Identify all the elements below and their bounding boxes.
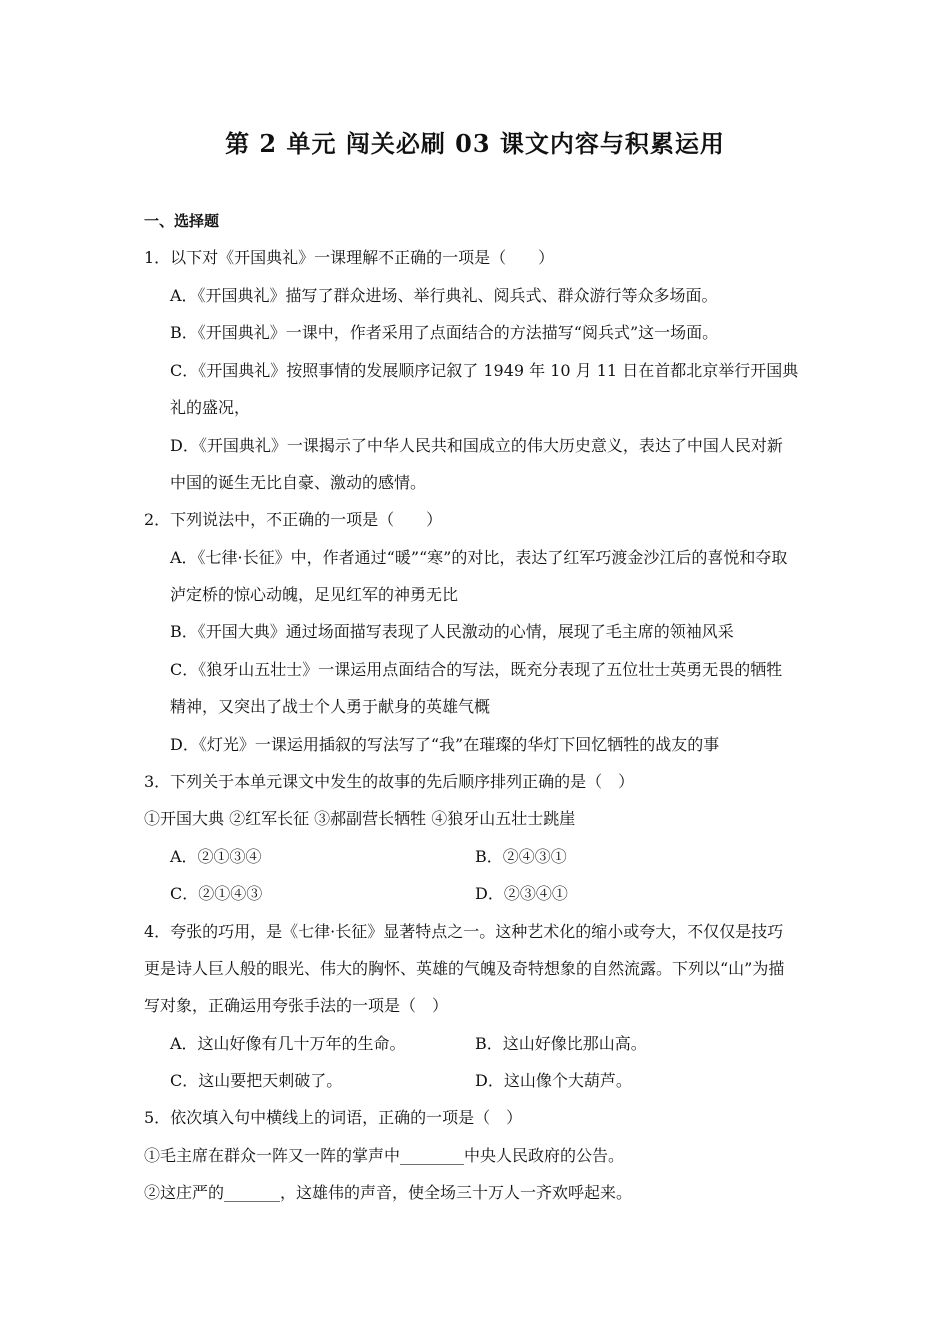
question-4-option-c: C．这山要把天刺破了。 — [170, 1071, 343, 1090]
question-1-option-d: D．《开国典礼》一课揭示了中华人民共和国成立的伟大历史意义，表达了中国人民对新 — [170, 436, 783, 455]
question-2-option-b: B．《开国大典》通过场面描写表现了人民激动的心情，展现了毛主席的领袖风采 — [170, 622, 734, 641]
question-2-option-c: C．《狼牙山五壮士》一课运用点面结合的写法，既充分表现了五位壮士英勇无畏的牺牲 — [170, 660, 783, 679]
question-2-option-a: A．《七律·长征》中，作者通过“暖”“寒”的对比，表达了红军巧渡金沙江后的喜悦和夺取 — [170, 548, 788, 567]
question-4-stem-end: 写对象，正确运用夸张手法的一项是（ ） — [144, 996, 449, 1015]
question-3-items: ①开国大典 ②红军长征 ③郝副营长牺牲 ④狼牙山五壮士跳崖 — [144, 809, 576, 828]
question-3-option-a: A．②①③④ — [170, 847, 262, 866]
question-1-option-c-cont: 礼的盛况， — [170, 398, 251, 417]
question-5-stem: 5．依次填入句中横线上的词语，正确的一项是（ ） — [144, 1108, 523, 1127]
question-3-option-d: D．②③④① — [475, 884, 568, 903]
question-3-option-c: C．②①④③ — [170, 884, 263, 903]
question-1-option-d-cont: 中国的诞生无比自豪、激动的感情。 — [170, 473, 427, 492]
question-2-option-a-cont: 泸定桥的惊心动魄，足见红军的神勇无比 — [170, 585, 459, 604]
question-3-stem: 3．下列关于本单元课文中发生的故事的先后顺序排列正确的是（ ） — [144, 772, 635, 791]
question-1-option-a: A．《开国典礼》描写了群众进场、举行典礼、阅兵式、群众游行等众多场面。 — [170, 286, 718, 305]
question-5-sentence-2: ②这庄严的_______，这雄伟的声音，使全场三十万人一齐欢呼起来。 — [144, 1183, 633, 1202]
question-4-option-d: D．这山像个大葫芦。 — [475, 1071, 632, 1090]
question-4-stem-cont: 更是诗人巨人般的眼光、伟大的胸怀、英雄的气魄及奇特想象的自然流露。下列以“山”为描 — [144, 959, 785, 978]
page-title: 第 2 单元 闯关必刷 03 课文内容与积累运用 — [225, 129, 725, 158]
question-1-option-b: B．《开国典礼》一课中，作者采用了点面结合的方法描写“阅兵式”这一场面。 — [170, 323, 719, 342]
question-4-stem: 4．夸张的巧用，是《七律·长征》显著特点之一。这种艺术化的缩小或夸大，不仅仅是技巧 — [144, 922, 784, 941]
question-2-stem: 2．下列说法中，不正确的一项是（ ） — [144, 510, 443, 529]
question-4-option-a: A．这山好像有几十万年的生命。 — [170, 1034, 406, 1053]
question-2-option-c-cont: 精神，又突出了战士个人勇于献身的英雄气概 — [170, 697, 491, 716]
question-5-sentence-1: ①毛主席在群众一阵又一阵的掌声中________中央人民政府的公告。 — [144, 1146, 625, 1165]
question-1-stem: 1．以下对《开国典礼》一课理解不正确的一项是（ ） — [144, 248, 555, 267]
question-3-option-b: B．②④③① — [475, 847, 567, 866]
question-4-option-b: B．这山好像比那山高。 — [475, 1034, 647, 1053]
section-heading: 一、选择题 — [144, 212, 220, 230]
question-2-option-d: D．《灯光》一课运用插叙的写法写了“我”在璀璨的华灯下回忆牺牲的战友的事 — [170, 735, 720, 754]
question-1-option-c: C．《开国典礼》按照事情的发展顺序记叙了 1949 年 10 月 11 日在首都北京举行开国典 — [170, 361, 799, 380]
